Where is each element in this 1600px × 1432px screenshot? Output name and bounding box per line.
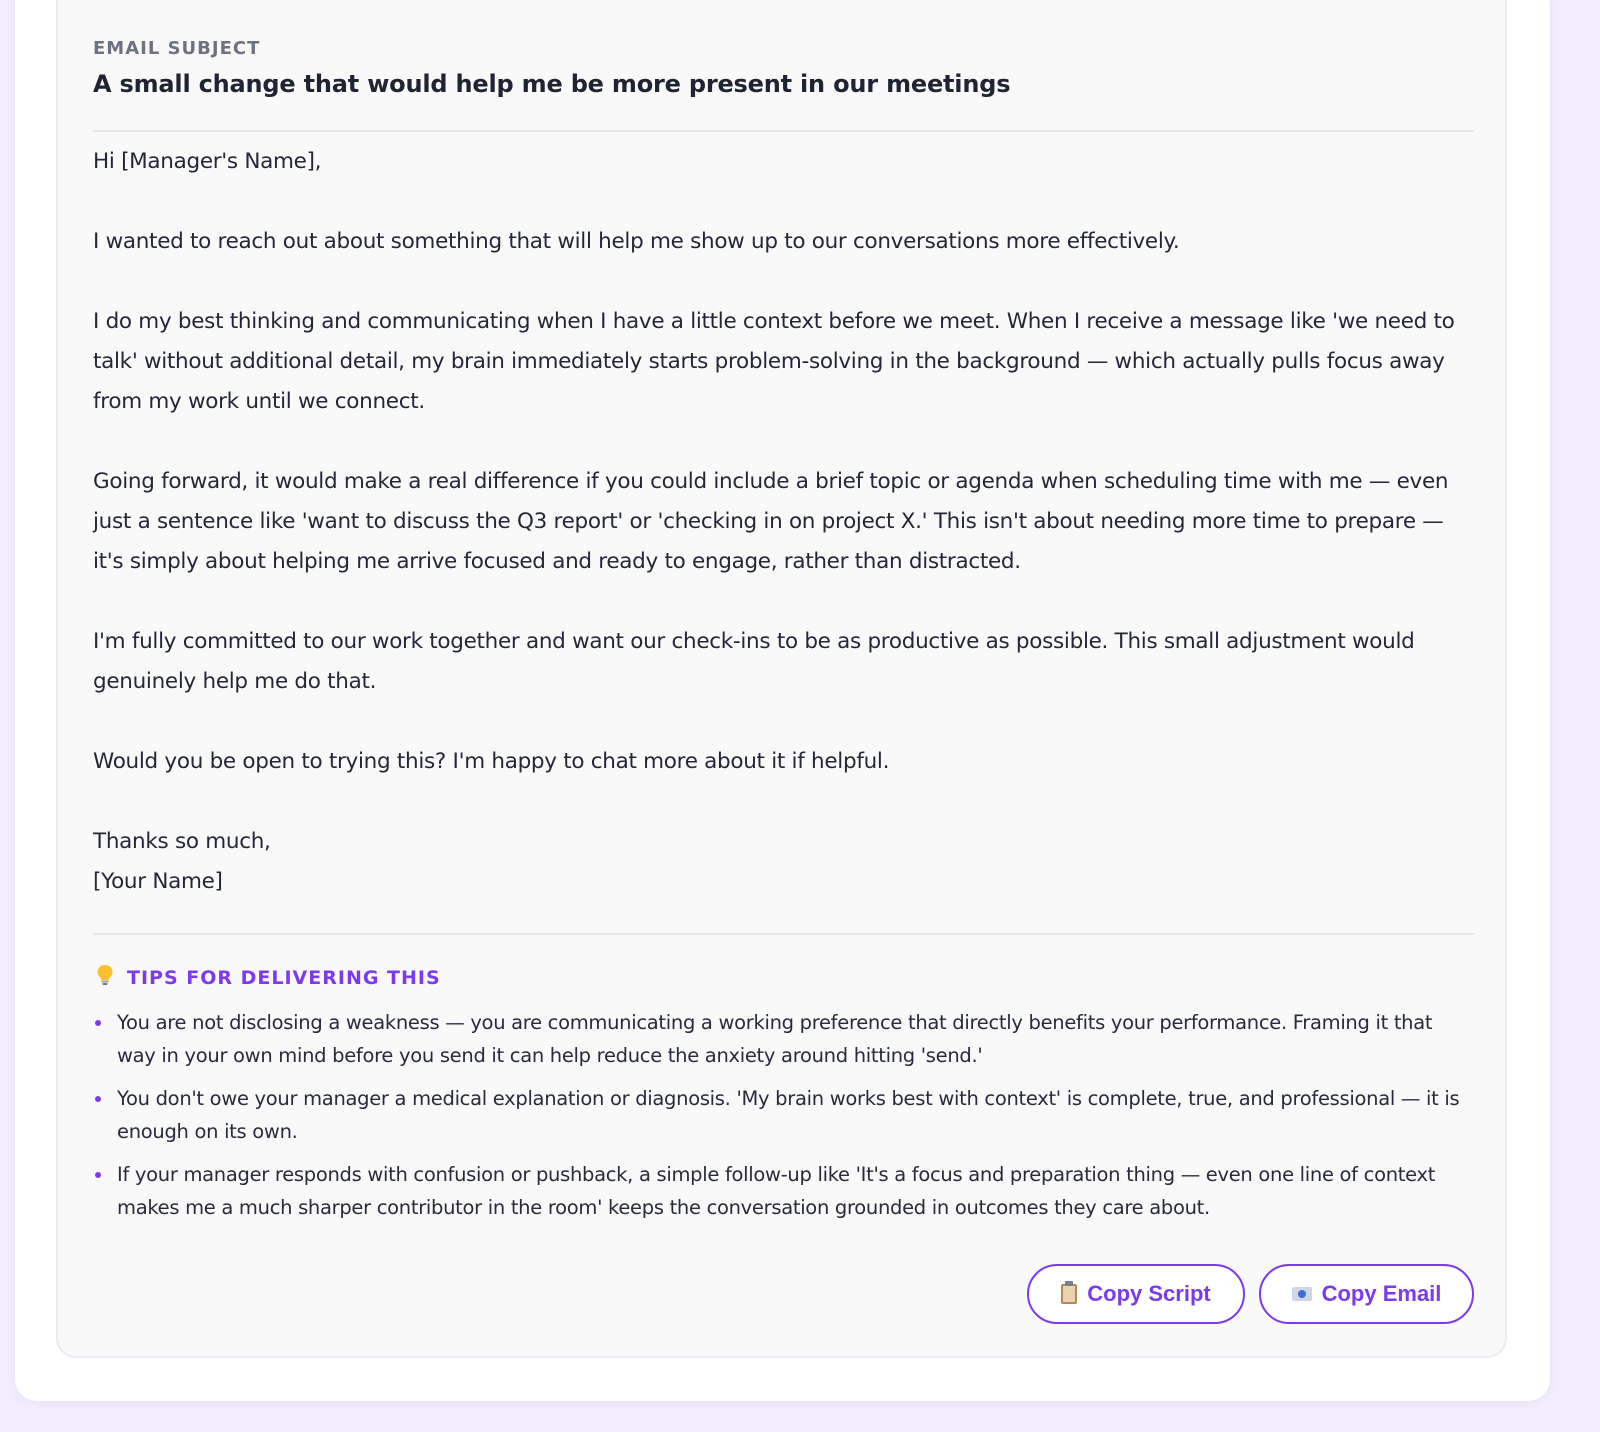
email-paragraph: I wanted to reach out about something that will help me show up to our conversations more effectively. <box>93 229 1180 254</box>
email-body <box>93 142 1474 902</box>
tip-item <box>93 1006 1474 1072</box>
email-subject-label: EMAIL SUBJECT <box>93 38 261 59</box>
tips-header <box>93 964 441 991</box>
bullet-icon <box>95 1020 101 1026</box>
copy-email-label: Copy Email <box>1321 1281 1442 1306</box>
email-icon <box>1292 1287 1312 1301</box>
bullet-icon <box>95 1172 101 1178</box>
clipboard-icon <box>1061 1284 1077 1304</box>
bullet-icon <box>95 1096 101 1102</box>
tips-list <box>93 1006 1474 1234</box>
tips-title: TIPS FOR DELIVERING THIS <box>127 966 441 989</box>
tip-text: If your manager responds with confusion or pushback, a simple follow-up like 'It's a focus and preparation thing — even one line of context makes me a much sharper contributor in the room' keeps the conversation grounded in outcomes they care about. <box>117 1163 1436 1219</box>
email-paragraph: I'm fully committed to our work together and want our check-ins to be as productive as possible. This small adjustment would genuinely help me do that. <box>93 629 1415 694</box>
tip-text: You are not disclosing a weakness — you are communicating a working preference that directly benefits your performance. Framing it that way in your own mind before you send it can help reduce the anxiety around hitting 'send.' <box>117 1011 1433 1067</box>
email-paragraph: Going forward, it would make a real difference if you could include a brief topic or agenda when scheduling time with me — even just a sentence like 'want to discuss the Q3 report' or 'checking in on project X.' This isn't about needing more time to prepare — it's simply about helping me arrive focused and ready to engage, rather than distracted. <box>93 469 1449 574</box>
copy-email-button[interactable] <box>1259 1264 1474 1324</box>
tip-text: You don't owe your manager a medical explanation or diagnosis. 'My brain works best with context' is complete, true, and professional — it is enough on its own. <box>117 1087 1460 1143</box>
email-signature: [Your Name] <box>93 869 223 894</box>
tip-item <box>93 1158 1474 1224</box>
email-paragraph: I do my best thinking and communicating when I have a little context before we meet. When I receive a message like 'we need to talk' without additional detail, my brain immediately starts problem-solving in the background — which actually pulls focus away from my work until we connect. <box>93 309 1455 414</box>
email-signoff: Thanks so much, <box>93 829 271 854</box>
subject-divider <box>93 130 1474 132</box>
tips-divider <box>93 933 1474 935</box>
email-greeting: Hi [Manager's Name], <box>93 149 322 174</box>
tip-item <box>93 1082 1474 1148</box>
email-subject: A small change that would help me be more present in our meetings <box>93 70 1011 98</box>
copy-script-label: Copy Script <box>1087 1281 1211 1306</box>
lightbulb-icon <box>93 964 117 991</box>
copy-script-button[interactable] <box>1027 1264 1245 1324</box>
email-preview-panel <box>56 0 1507 1358</box>
email-paragraph: Would you be open to trying this? I'm happy to chat more about it if helpful. <box>93 749 890 774</box>
